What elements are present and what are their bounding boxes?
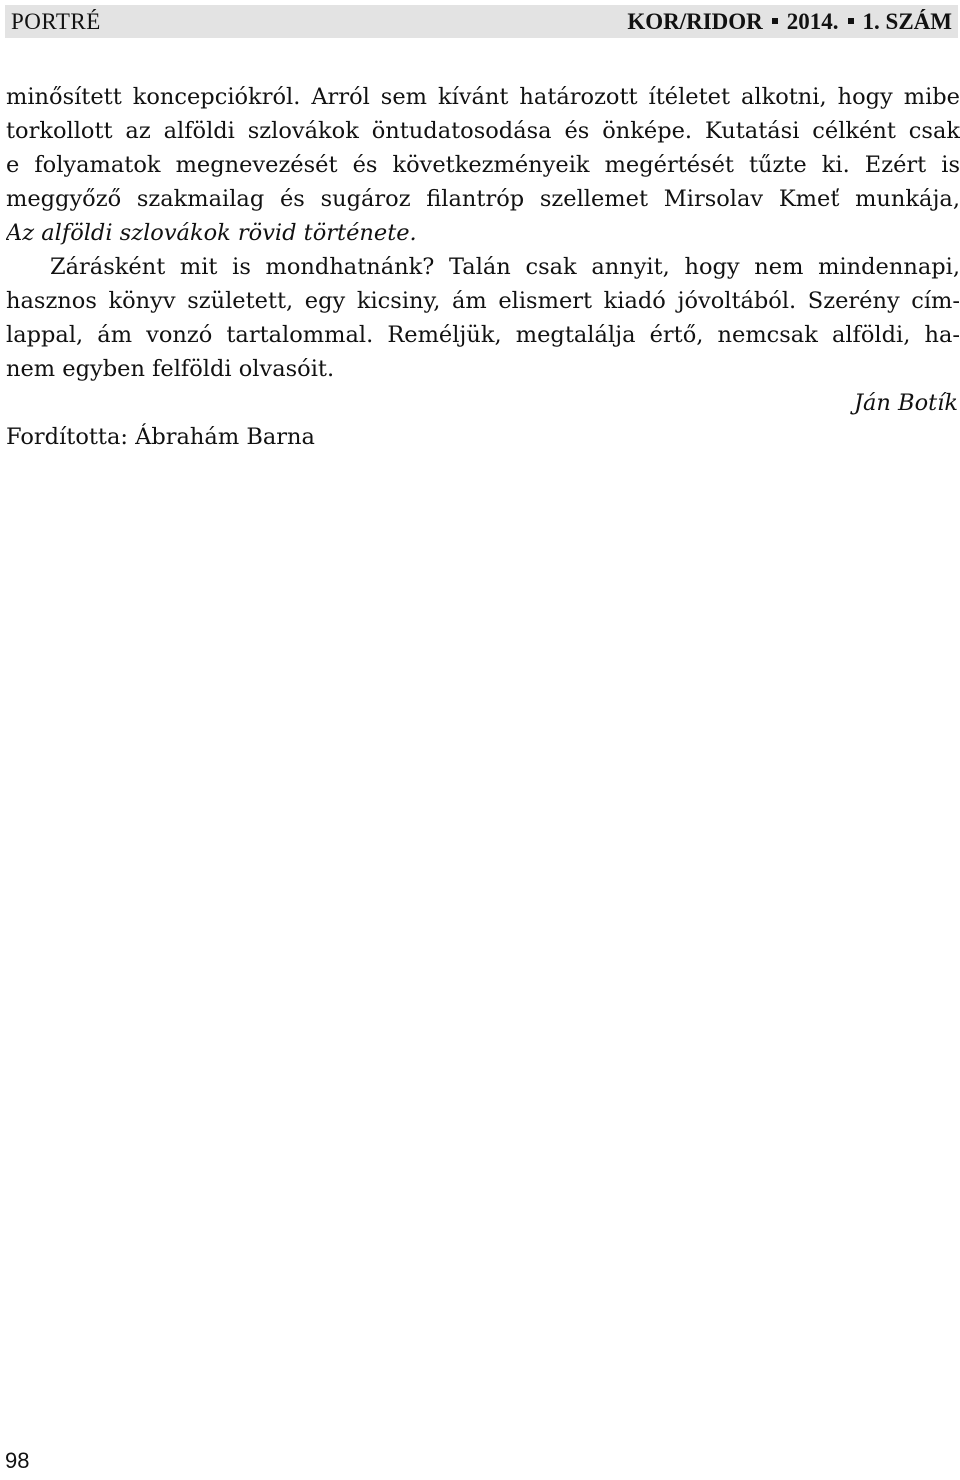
text-line: e folyamatok megnevezését és következményeik megértését tűzte ki. Ezért is [6,152,960,178]
translator-credit: Fordította: Ábrahám Barna [6,424,315,450]
section-title: PORTRÉ [11,8,101,34]
text-line: minősített koncepciókról. Arról sem kívánt határozott ítéletet alkotni, hogy mibe [6,84,960,110]
text-line: Zárásként mit is mondhatnánk? Talán csak annyit, hogy nem mindennapi, [6,254,960,280]
page-number: 98 [5,1448,30,1473]
text-line: lappal, ám vonzó tartalommal. Reméljük, megtalálja értő, nemcsak alföldi, ha- [6,322,960,348]
text-line: hasznos könyv született, egy kicsiny, ám elismert kiadó jóvoltából. Szerény cím- [6,288,960,314]
article-text [6,80,960,454]
book-title-line: Az alföldi szlovákok rövid története. [6,220,417,246]
journal-issue: 1. SZÁM [862,8,952,34]
separator-square-icon [772,18,778,24]
journal-info [627,9,952,35]
text-line: meggyőző szakmailag és sugároz filantróp szellemet Mirsolav Kmeť munkája, [6,186,960,212]
separator-square-icon [848,18,854,24]
text-line: nem egyben felföldi olvasóit. [6,356,335,382]
running-header [5,5,958,38]
text-line: torkollott az alföldi szlovákok öntudatosodása és önképe. Kutatási célként csak [6,118,960,144]
author-signature: Ján Botík [853,390,958,416]
journal-name: KOR/RIDOR [627,8,763,34]
journal-year: 2014. [786,8,839,34]
